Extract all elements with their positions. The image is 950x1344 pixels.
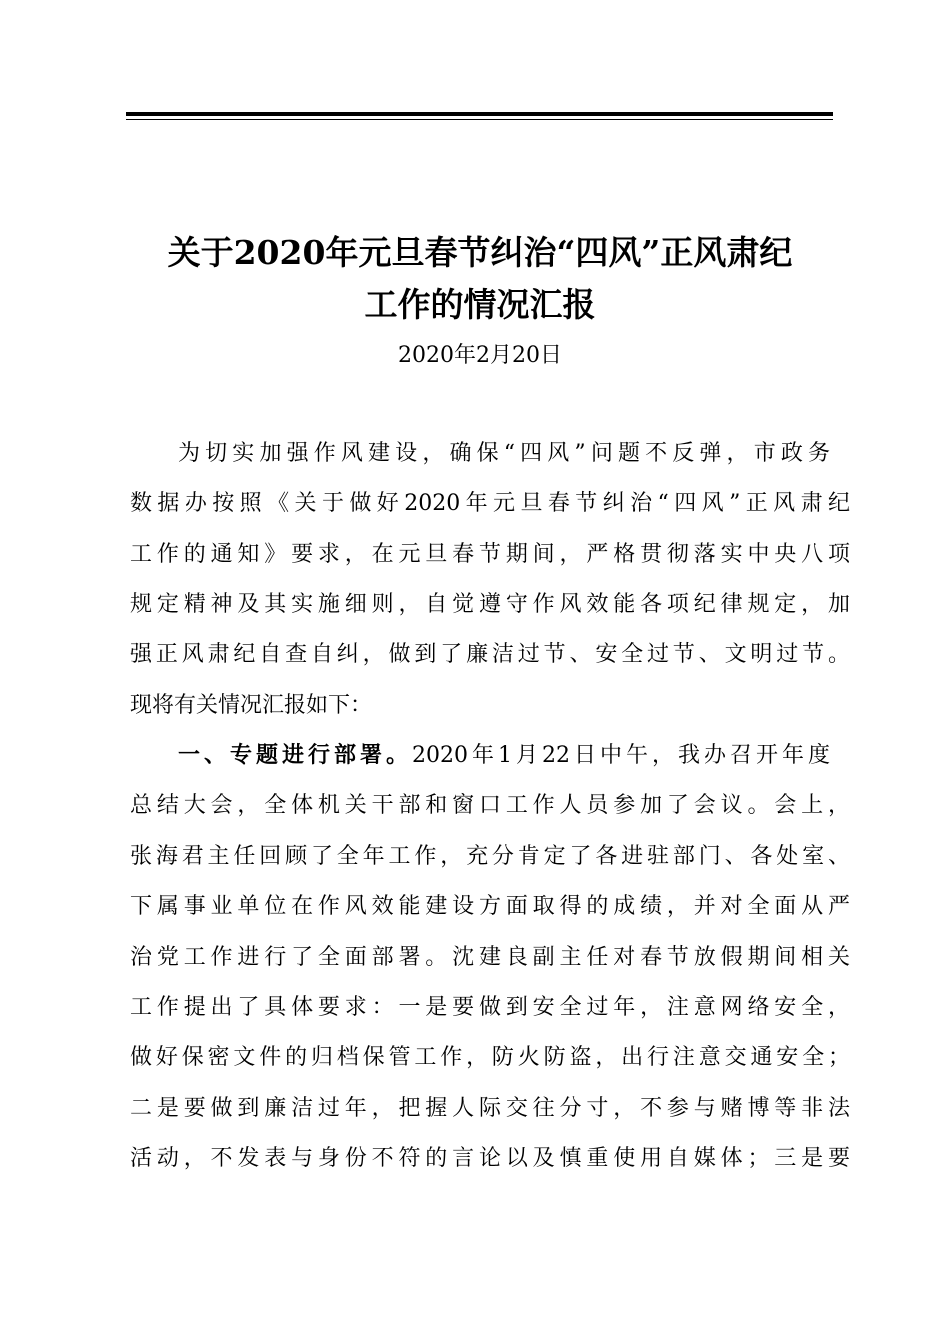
section-1-first-line — [178, 738, 830, 774]
paragraph-line: 现将有关情况汇报如下： — [130, 693, 373, 718]
section-1-first-line-text: 2020年1月22日中午，我办召开年度 — [412, 743, 830, 768]
paragraph-line: 规定精神及其实施细则，自觉遵守作风效能各项纪律规定，加 — [130, 592, 850, 617]
document-title-line-2: 工作的情况汇报 — [364, 285, 596, 324]
paragraph-line: 强正风肃纪自查自纠，做到了廉洁过节、安全过节、文明过节。 — [130, 642, 850, 667]
paragraph-line: 下属事业单位在作风效能建设方面取得的成绩，并对全面从严 — [130, 894, 850, 919]
document-title-line-1: 关于2020年元旦春节纠治“四风”正风肃纪 — [167, 233, 793, 272]
paragraph-line: 二是要做到廉洁过年，把握人际交往分寸，不参与赌博等非法 — [130, 1096, 850, 1121]
paragraph-line: 治党工作进行了全面部署。沈建良副主任对春节放假期间相关 — [130, 945, 850, 970]
paragraph-line: 做好保密文件的归档保管工作，防火防盗，出行注意交通安全； — [130, 1045, 850, 1070]
paragraph-line: 数据办按照《关于做好2020年元旦春节纠治“四风”正风肃纪 — [130, 491, 850, 516]
paragraph-line: 工作提出了具体要求：一是要做到安全过年，注意网络安全， — [130, 995, 850, 1020]
section-1-heading: 一、专题进行部署。 — [178, 743, 413, 768]
paragraph-line: 活动，不发表与身份不符的言论以及慎重使用自媒体；三是要 — [130, 1146, 850, 1171]
paragraph-line: 工作的通知》要求，在元旦春节期间，严格贯彻落实中央八项 — [130, 542, 850, 567]
paragraph-line: 为切实加强作风建设，确保“四风”问题不反弹，市政务 — [178, 441, 830, 466]
paragraph-line: 张海君主任回顾了全年工作，充分肯定了各进驻部门、各处室、 — [130, 844, 850, 869]
document-date: 2020年2月20日 — [398, 343, 562, 368]
paragraph-line: 总结大会，全体机关干部和窗口工作人员参加了会议。会上， — [130, 793, 850, 818]
header-rule-thin — [126, 119, 833, 121]
header-rule-thick — [126, 112, 833, 116]
